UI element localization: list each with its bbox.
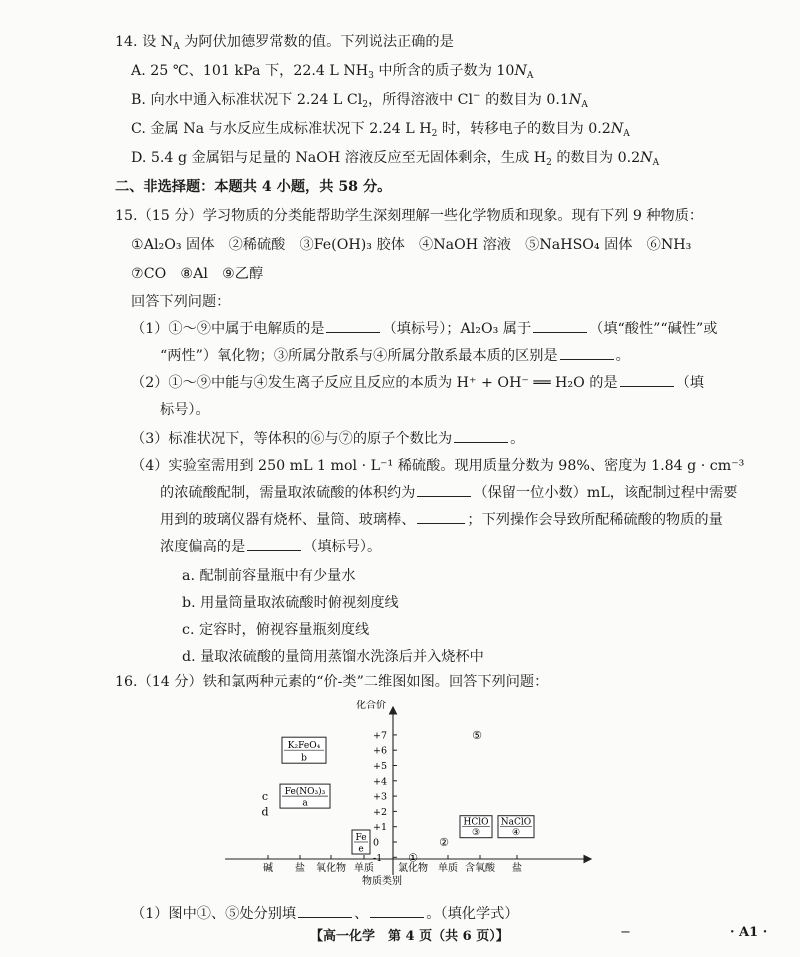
q15-part4-line2: 的浓硫酸配制，需量取浓硫酸的体积约为 （保留一位小数）mL，该配制过程中需要	[160, 485, 738, 501]
q15-option-d: d. 量取浓硫酸的量筒用蒸馏水洗涤后并入烧杯中	[182, 649, 484, 665]
q15-part1-line1: （1）①～⑨中属于电解质的是 （填标号）；Al₂O₃ 属于 （填“酸性”“碱性”或	[131, 321, 718, 337]
y-tick-label: -1	[373, 852, 383, 864]
q14-option-a: A. 25 ℃、101 kPa 下，22.4 L $NH_3$ 中所含的质子数为 $10N_A$	[131, 63, 534, 81]
chart-point-label: ①	[408, 851, 418, 865]
valence-class-chart	[220, 700, 600, 890]
answer-blank[interactable]	[326, 320, 380, 333]
chart-point-label: c	[261, 790, 269, 804]
paper-code: · A1 ·	[730, 925, 768, 940]
x-category-label: 氯化物	[398, 863, 428, 874]
q15-substances-1: ①Al₂O₃ 固体 ②稀硫酸 ③Fe(OH)₃ 胶体 ④NaOH 溶液 ⑤NaHSO₄ 固体 ⑥NH₃	[131, 237, 692, 253]
q15-part4-line4: 浓度偏高的是 （填标号）。	[160, 539, 382, 555]
q15-part3: （3）标准状况下，等体积的⑥与⑦的原子个数比为 。	[131, 431, 525, 447]
q16-stem: 16.（14 分）铁和氯两种元素的“价-类”二维图如图。回答下列问题：	[115, 674, 549, 690]
y-tick-label: +2	[373, 806, 388, 818]
x-axis-label: 物质类别	[362, 876, 402, 887]
x-category-label: 碱	[263, 863, 273, 874]
answer-blank[interactable]	[417, 511, 465, 524]
section-2-heading: 二、非选择题：本题共 4 小题，共 58 分。	[115, 179, 392, 195]
y-tick-label: +4	[373, 776, 388, 788]
box-label: Fe(NO₃)₃	[284, 787, 326, 798]
q15-option-a: a. 配制前容量瓶中有少量水	[182, 568, 356, 584]
answer-blank[interactable]	[620, 374, 674, 387]
x-category-label: 盐	[512, 863, 522, 874]
page-footer: 【高一化学 第 4 页（共 6 页）】	[310, 929, 509, 944]
q15-answer-prompt: 回答下列问题：	[131, 294, 231, 310]
q15-part2-line1: （2）①～⑨中能与④发生离子反应且反应的本质为 H⁺ + OH⁻ ══ H₂O 的是 （填	[131, 375, 704, 391]
y-tick-label: +6	[373, 745, 388, 757]
q15-part4-line3: 用到的玻璃仪器有烧杯、量筒、玻璃棒、 ；下列操作会导致所配稀硫酸的物质的量	[160, 512, 723, 528]
y-tick-label: +5	[373, 761, 388, 772]
box-label: K₂FeO₄	[287, 741, 321, 752]
answer-blank[interactable]	[417, 484, 471, 497]
q15-option-c: c. 定容时，俯视容量瓶刻度线	[182, 622, 370, 638]
answer-blank[interactable]	[533, 320, 587, 333]
chart-point-label: ⑤	[472, 728, 482, 742]
q15-part1-line2: “两性”）氧化物；③所属分散系与④所属分散系最本质的区别是 。	[160, 348, 630, 364]
q14-stem: 14. 设 $N_A$ 为阿伏加德罗常数的值。下列说法正确的是	[115, 34, 454, 52]
y-tick-label: 0	[373, 837, 380, 849]
x-category-label: 盐	[295, 863, 305, 874]
y-tick-label: +3	[373, 791, 388, 803]
answer-blank[interactable]	[454, 430, 508, 443]
box-sub: a	[302, 798, 308, 809]
q14-option-b: B. 向水中通入标准状况下 2.24 L $Cl_2$，所得溶液中 Cl− 的数目为 $0.1N_A$	[131, 91, 588, 110]
box-sub: e	[358, 844, 364, 855]
q15-stem: 15.（15 分）学习物质的分类能帮助学生深刻理解一些化学物质和现象。现有下列 9 种物质：	[115, 208, 704, 224]
y-tick-label: +1	[373, 822, 388, 834]
answer-blank[interactable]	[560, 347, 614, 360]
q14-option-c: C. 金属 Na 与水反应生成标准状况下 2.24 L $H_2$ 时，转移电子的数目为 $0.2N_A$	[131, 121, 630, 139]
q15-part2-line2: 标号）。	[160, 402, 210, 418]
chart-point-label: ②	[439, 836, 449, 849]
q15-substances-2: ⑦CO ⑧Al ⑨乙醇	[131, 266, 264, 282]
answer-blank[interactable]	[370, 905, 424, 918]
answer-blank[interactable]	[298, 905, 352, 918]
chart-point-label: d	[261, 805, 269, 819]
box-sub: b	[301, 753, 307, 764]
box-label: Fe	[355, 833, 367, 843]
x-category-label: 单质	[354, 863, 374, 874]
answer-blank[interactable]	[247, 538, 301, 551]
box-label: NaClO	[500, 817, 532, 828]
q14-option-d: D. 5.4 g 金属铝与足量的 NaOH 溶液反应至无固体剩余，生成 $H_2$ 的数目为 $0.2N_A$	[131, 150, 660, 168]
box-sub: ④	[511, 828, 521, 839]
y-tick-label: +7	[373, 730, 388, 742]
box-label: HClO	[463, 817, 489, 828]
footer-mark: −	[620, 925, 631, 940]
x-category-label: 单质	[438, 863, 458, 874]
q15-part4-line1: （4）实验室需用到 250 mL 1 mol · L⁻¹ 稀硫酸。现用质量分数为 98%、密度为 1.84 g · cm⁻³	[131, 458, 745, 474]
y-axis-label: 化合价	[356, 700, 386, 711]
box-sub: ③	[471, 828, 481, 839]
q16-part1: （1）图中①、⑤处分别填 、 。（填化学式）	[131, 906, 519, 922]
q15-option-b: b. 用量筒量取浓硫酸时俯视刻度线	[182, 595, 399, 611]
x-category-label: 含氧酸	[465, 863, 495, 874]
x-category-label: 氧化物	[316, 863, 346, 874]
